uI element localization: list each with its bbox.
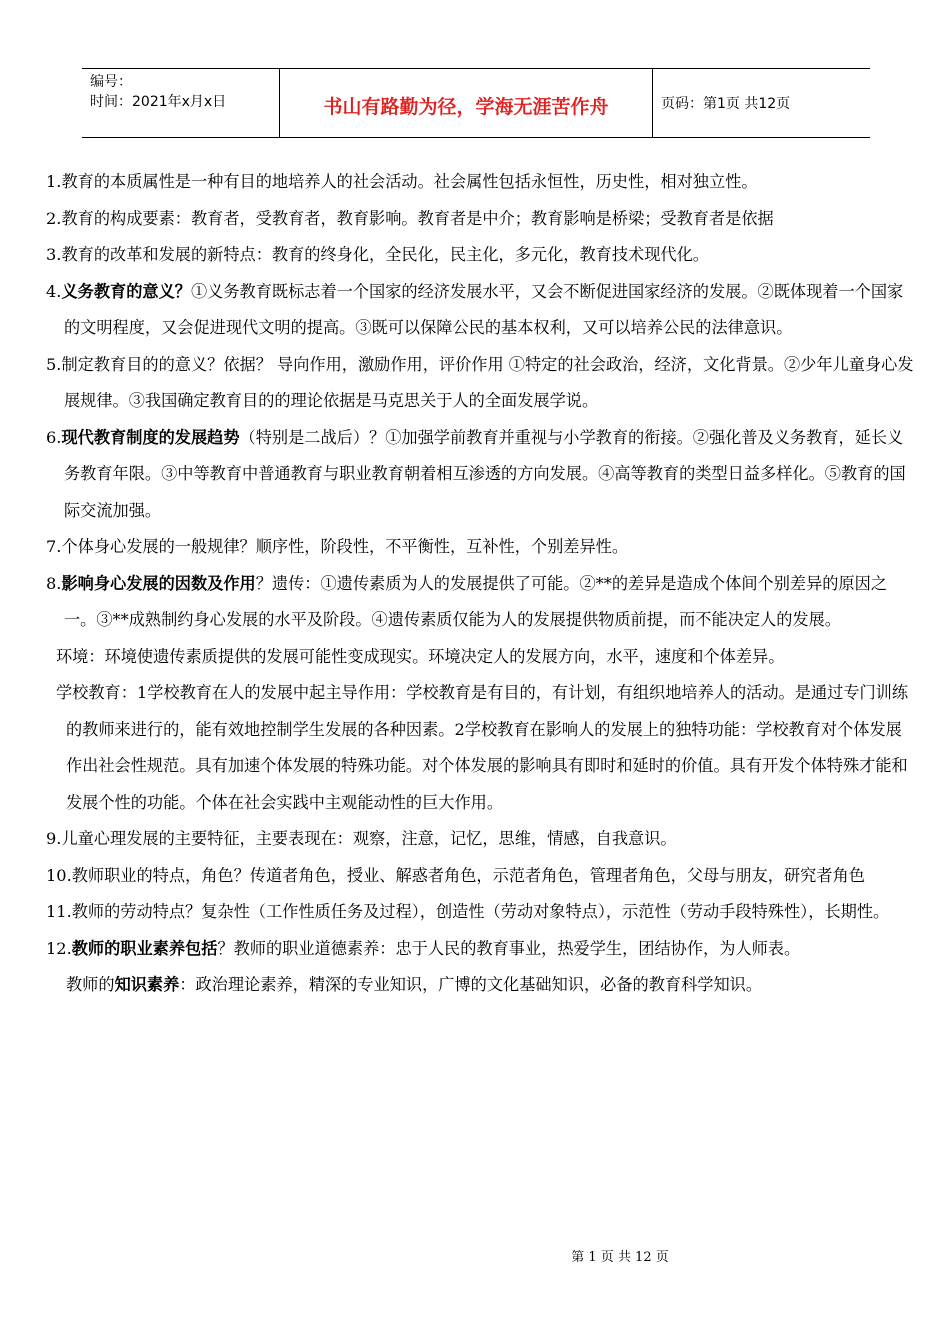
- list-item-3: 3.教育的改革和发展的新特点：教育的终身化，全民化，民主化，多元化，教育技术现代化。: [46, 245, 709, 264]
- list-item-environment: 环境：环境使遗传素质提供的发展可能性变成现实。环境决定人的发展方向，水平，速度和个体差异。: [56, 646, 785, 666]
- number-label: 编号：: [90, 74, 132, 90]
- list-item-5: 5.制定教育目的的意义？依据？ 导向作用，激励作用，评价作用 ①特定的社会政治，经济，文化背景。②少年儿童身心发展规律。③我国确定教育目的的理论依据是马克思关于人的全面发展学说。: [46, 354, 914, 410]
- list-item-2: 2.教育的构成要素：教育者，受教育者，教育影响。教育者是中介；教育影响是桥梁；受教育者是依据: [46, 208, 774, 228]
- list-item-school-education: 学校教育：1学校教育在人的发展中起主导作用：学校教育是有目的，有计划，有组织地培养人的活动。是通过专门训练的教师来进行的，能有效地控制学生发展的各种因素。2学校教育在影响人的发展上的独特功能：学校教育对个体发展作出社会性规范。具有加速个体发展的特殊功能。对个体发展的影响具有即时和延时的价值。具有开发个体特殊才能和发展个性的功能。个体在社会实践中主观能动性的巨大作用。: [56, 683, 909, 812]
- time-label: 时间：2021年x月x日: [90, 94, 227, 110]
- list-item-knowledge: 教师的知识素养：政治理论素养，精深的专业知识，广博的文化基础知识，必备的教育科学知识。: [66, 975, 763, 994]
- list-item-6: 6.现代教育制度的发展趋势（特别是二战后）？①加强学前教育并重视与小学教育的衔接。②强化普及义务教育，延长义务教育年限。③中等教育中普通教育与职业教育朝着相互渗透的方向发展。④高等教育的类型日益多样化。⑤教育的国际交流加强。: [46, 427, 906, 520]
- header-page-label: 页码：第1页 共12页: [661, 96, 791, 112]
- list-item-11: 11.教师的劳动特点？复杂性（工作性质任务及过程），创造性（劳动对象特点），示范性（劳动手段特殊性），长期性。: [46, 902, 890, 921]
- list-item-7: 7.个体身心发展的一般规律？顺序性，阶段性，不平衡性，互补性，个别差异性。: [46, 537, 629, 556]
- list-item-10: 10.教师职业的特点，角色？传道者角色，授业、解惑者角色，示范者角色，管理者角色，父母与朋友，研究者角色: [46, 865, 865, 885]
- header-motto: 书山有路勤为径，学海无涯苦作舟: [280, 69, 653, 137]
- list-item-8: 8.影响身心发展的因数及作用？遗传：①遗传素质为人的发展提供了可能。②**的差异是造成个体间个别差异的原因之一。③**成熟制约身心发展的水平及阶段。④遗传素质仅能为人的发展提供物质前提，而不能决定人的发展。: [46, 573, 888, 629]
- header-meta: [82, 69, 280, 137]
- list-item-12: 12.教师的职业素养包括？教师的职业道德素养：忠于人民的教育事业，热爱学生，团结协作，为人师表。: [46, 938, 801, 958]
- page-footer: 第 1 页 共 12 页: [571, 1250, 669, 1265]
- list-item-9: 9.儿童心理发展的主要特征，主要表现在：观察，注意，记忆，思维，情感，自我意识。: [46, 829, 677, 848]
- document-header: [82, 68, 870, 138]
- list-item-4: 4.义务教育的意义？①义务教育既标志着一个国家的经济发展水平，又会不断促进国家经济的发展。②既体现着一个国家的文明程度，又会促进现代文明的提高。③既可以保障公民的基本权利，又可以培养公民的法律意识。: [46, 281, 904, 337]
- list-item-1: 1.教育的本质属性是一种有目的地培养人的社会活动。社会属性包括永恒性，历史性，相对独立性。: [46, 172, 758, 191]
- document-body: [46, 164, 914, 1004]
